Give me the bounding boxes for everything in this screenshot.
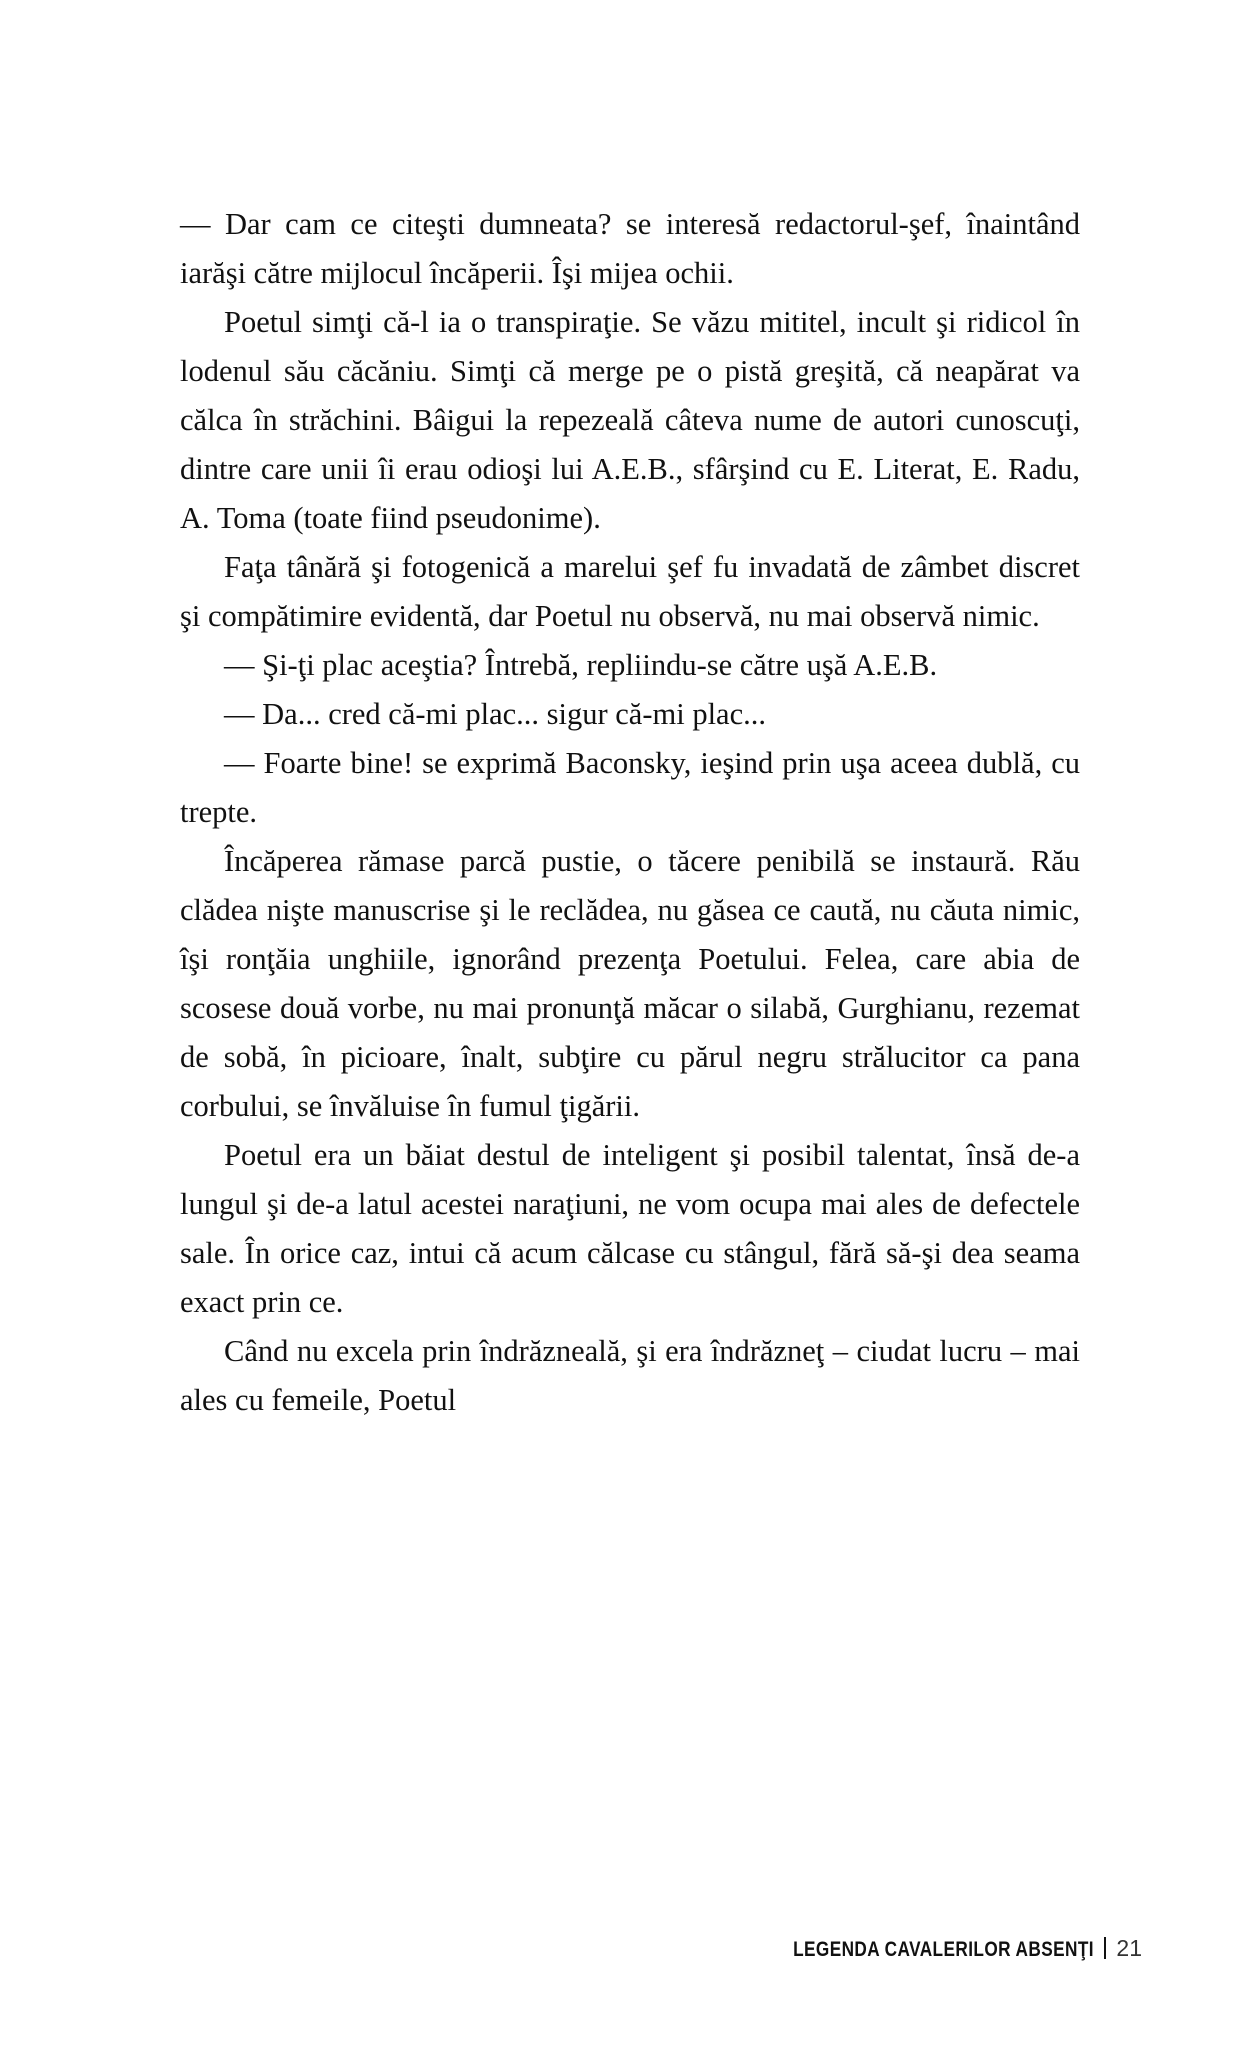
paragraph: Încăperea rămase parcă pustie, o tăcere penibilă se instaură. Rău clădea nişte manuscrise şi le reclădea, nu găsea ce caută, nu căuta nimic, îşi ronţăia unghiile, ignorând prezenţa Poetului. Felea, care abia de scosese două vorbe, nu mai pronunţă măcar o silabă, Gurghianu, rezemat de sobă, în picioare, înalt, subţire cu părul negru strălucitor ca pana corbului, se învăluise în fumul ţigării.	[180, 844, 1080, 1123]
paragraph: Faţa tânără şi fotogenică a marelui şef fu invadată de zâmbet discret şi compătimire evidentă, dar Poetul nu observă, nu mai observă nimic.	[180, 550, 1080, 633]
paragraph: Poetul era un băiat destul de inteligent şi posibil talentat, însă de-a lungul şi de-a latul acestei naraţiuni, ne vom ocupa mai ales de defectele sale. În orice caz, intui că acum călcase cu stângul, fără să-şi dea seama exact prin ce.	[180, 1138, 1080, 1319]
paragraph: — Şi-ţi plac aceştia? Întrebă, repliindu-se către uşă A.E.B.	[224, 648, 938, 682]
paragraph: Când nu excela prin îndrăzneală, şi era îndrăzneţ – ciudat lucru – mai ales cu femeile, Poetul	[180, 1334, 1080, 1417]
page-text-body	[180, 200, 1080, 1425]
running-title: LEGENDA CAVALERILOR ABSENŢI	[793, 1938, 1095, 1961]
paragraph: — Foarte bine! se exprimă Baconsky, ieşind prin uşa aceea dublă, cu trepte.	[180, 746, 1080, 829]
footer-divider	[1104, 1937, 1106, 1959]
paragraph: Poetul simţi că-l ia o transpiraţie. Se văzu mititel, incult şi ridicol în lodenul său căcăniu. Simţi că merge pe o pistă greşită, că neapărat va călca în străchini. Bâigui la repezeală câteva nume de autori cunoscuţi, dintre care unii îi erau odioşi lui A.E.B., sfârşind cu E. Literat, E. Radu, A. Toma (toate fiind pseudonime).	[180, 305, 1080, 535]
page-number: 21	[1116, 1935, 1142, 1961]
paragraph: — Da... cred că-mi plac... sigur că-mi plac...	[224, 697, 767, 731]
page-footer	[180, 1934, 1142, 1962]
paragraph: — Dar cam ce citeşti dumneata? se interesă redactorul-şef, înaintând iarăşi către mijlocul încăperii. Îşi mijea ochii.	[180, 207, 1080, 290]
